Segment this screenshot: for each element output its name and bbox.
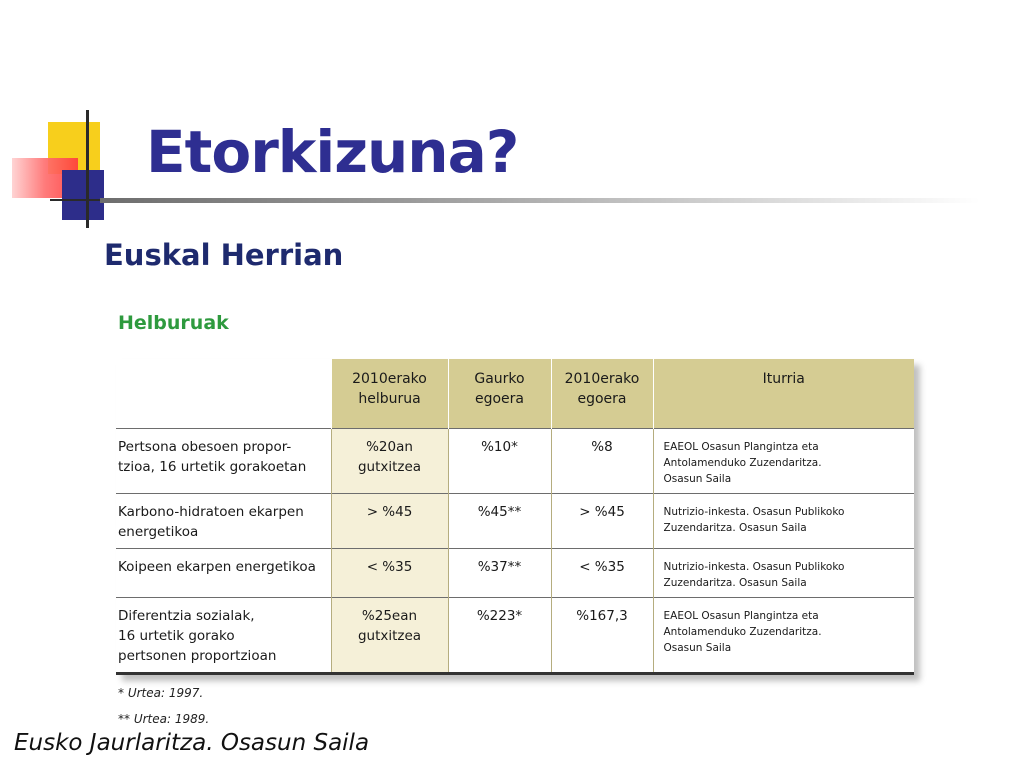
cell-source: EAEOL Osasun Plangintza eta Antolamenduko Zuzendaritza. Osasun Saila [653,429,914,494]
goals-table-container [116,359,914,675]
row-label: Diferentzia sozialak, 16 urtetik gorako pertsonen proportzioan [116,598,331,674]
cell-current: %223* [448,598,551,674]
cell-current: %10* [448,429,551,494]
cell-target: < %35 [331,549,448,598]
table-row [116,598,914,674]
table-header-row [116,359,914,429]
footnote-1997: * Urtea: 1997. [118,686,204,700]
cell-state-2010: %167,3 [551,598,653,674]
cell-state-2010: > %45 [551,494,653,549]
header-target-2010: 2010erako helburua [331,359,448,429]
cell-source: Nutrizio-inkesta. Osasun Publikoko Zuzendaritza. Osasun Saila [653,494,914,549]
cell-state-2010: %8 [551,429,653,494]
cell-current: %37** [448,549,551,598]
header-state-2010: 2010erako egoera [551,359,653,429]
table-caption: Helburuak [118,312,229,334]
cell-target: %20an gutxitzea [331,429,448,494]
header-current-state: Gaurko egoera [448,359,551,429]
slide-title: Etorkizuna? [146,118,519,186]
slide-source: Eusko Jaurlaritza. Osasun Saila [14,730,370,756]
logo-vertical-line [86,110,89,228]
cell-target: %25ean gutxitzea [331,598,448,674]
table-row [116,549,914,598]
row-label: Koipeen ekarpen energetikoa [116,549,331,598]
cell-current: %45** [448,494,551,549]
header-cell-empty [116,359,331,429]
table-row [116,494,914,549]
title-underline [100,198,980,203]
header-source: Iturria [653,359,914,429]
footnote-1989: ** Urtea: 1989. [118,712,210,726]
slide-subtitle: Euskal Herrian [104,238,344,272]
cell-state-2010: < %35 [551,549,653,598]
logo-blue-square [62,170,104,220]
row-label: Pertsona obesoen propor- tzioa, 16 urtetik gorakoetan [116,429,331,494]
cell-source: Nutrizio-inkesta. Osasun Publikoko Zuzendaritza. Osasun Saila [653,549,914,598]
row-label: Karbono-hidratoen ekarpen energetikoa [116,494,331,549]
cell-source: EAEOL Osasun Plangintza eta Antolamenduko Zuzendaritza. Osasun Saila [653,598,914,674]
goals-table [116,359,914,675]
table-row [116,429,914,494]
cell-target: > %45 [331,494,448,549]
